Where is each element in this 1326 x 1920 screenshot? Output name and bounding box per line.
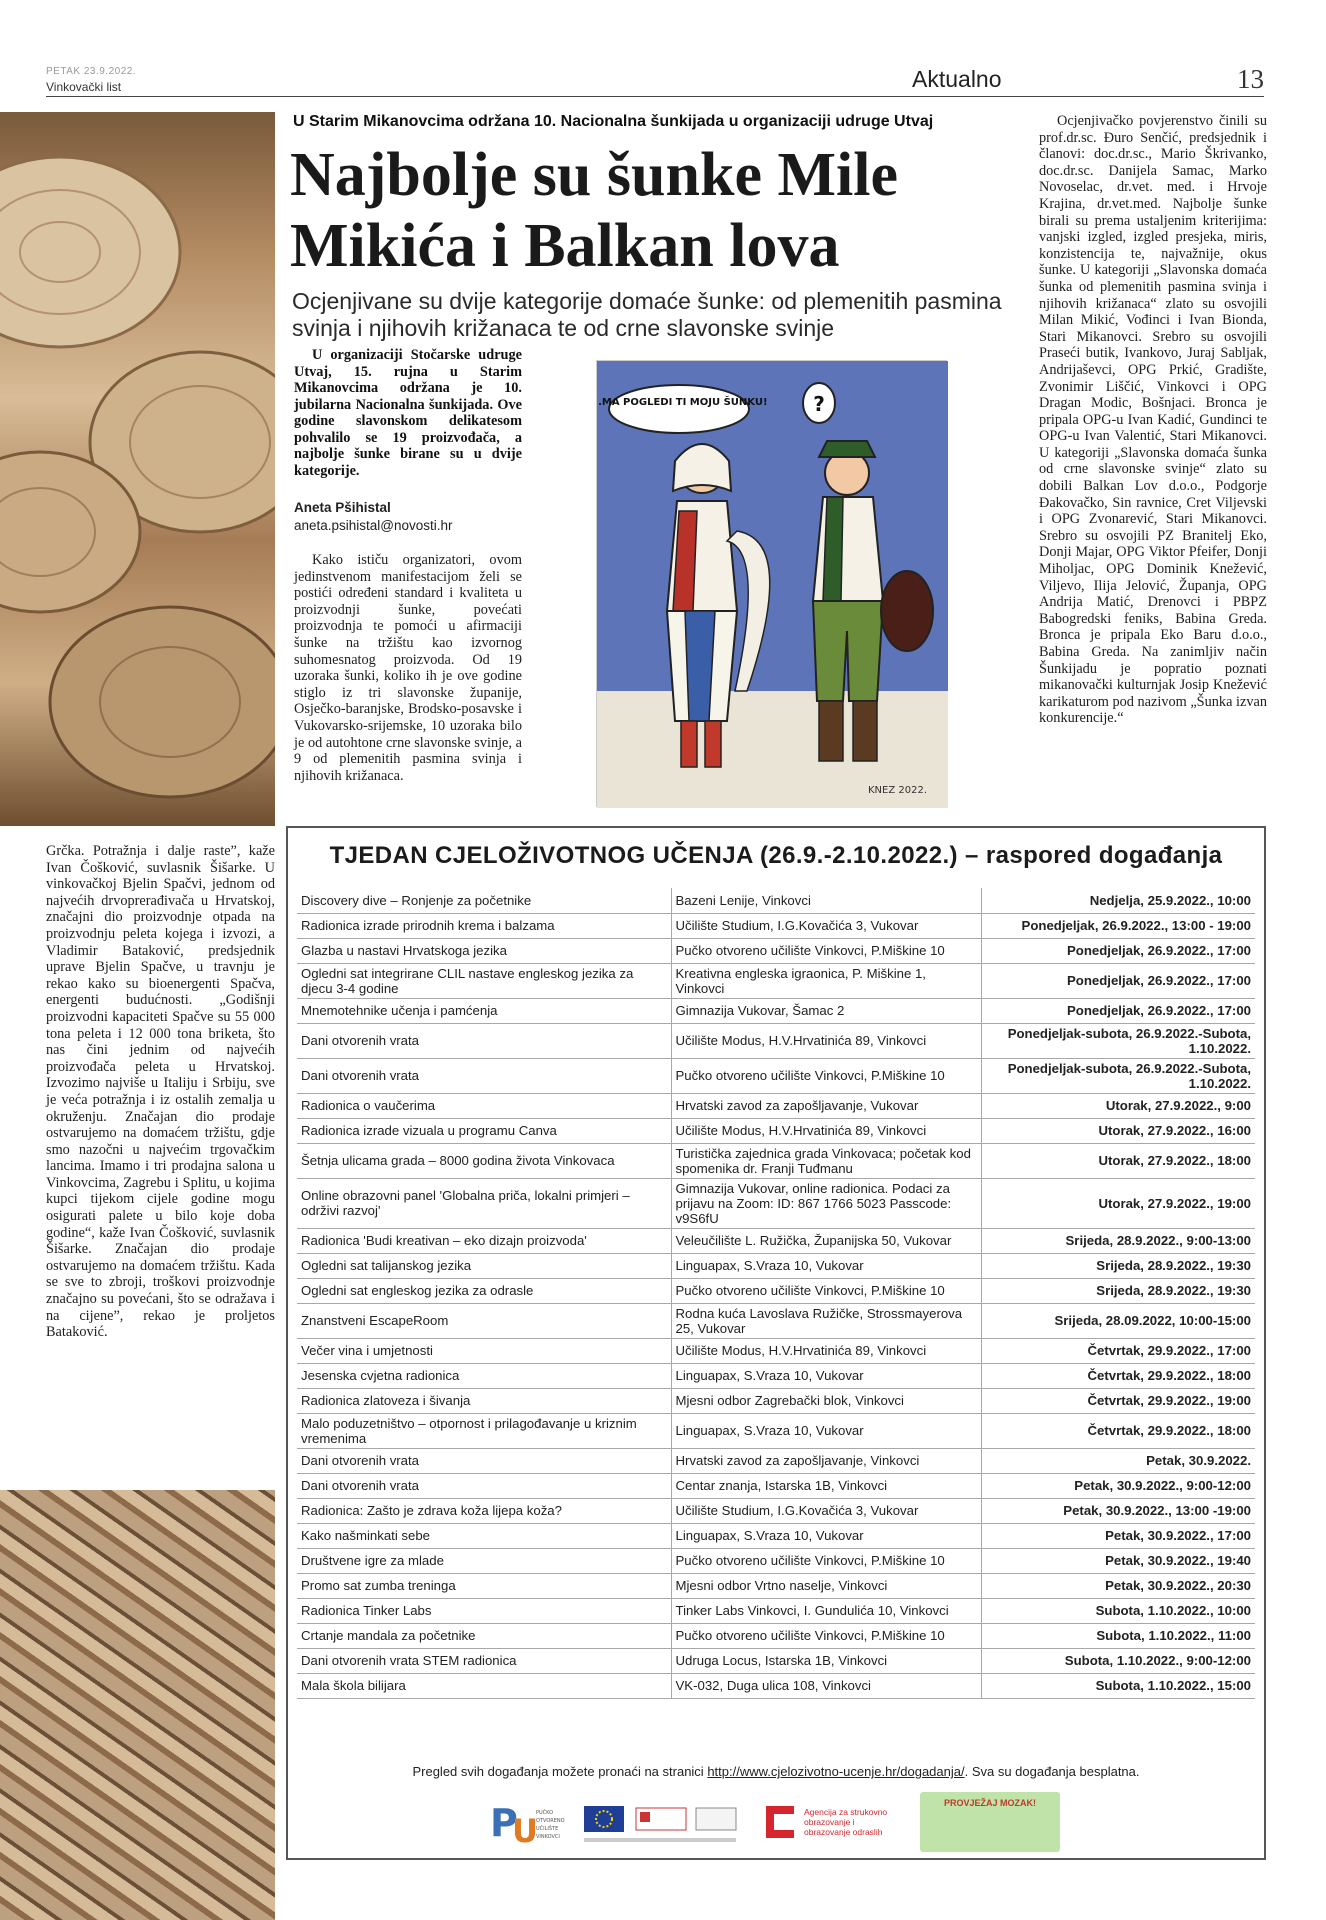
author-email[interactable]: aneta.psihistal@novosti.hr [294,518,453,533]
schedule-row [297,1598,1255,1623]
event-location: Centar znanja, Istarska 1B, Vinkovci [671,1473,981,1498]
schedule-row [297,1413,1255,1448]
event-location: Pučko otvoreno učilište Vinkovci, P.Miškine 10 [671,938,981,963]
event-name: Društvene igre za mlade [297,1548,671,1573]
event-location: Učilište Modus, H.V.Hrvatinića 89, Vinkovci [671,1338,981,1363]
schedule-row [297,888,1255,913]
event-name: Dani otvorenih vrata [297,1473,671,1498]
agency-logo [764,1792,904,1852]
event-name: Radionica 'Budi kreativan – eko dizajn proizvoda' [297,1228,671,1253]
event-name: Ogledni sat engleskog jezika za odrasle [297,1278,671,1303]
schedule-row [297,1253,1255,1278]
event-location: Gimnazija Vukovar, online radionica. Podaci za prijavu na Zoom: ID: 867 1766 5023 Passcode: v9S6fU [671,1178,981,1228]
schedule-row [297,1058,1255,1093]
event-name: Radionica izrade prirodnih krema i balzama [297,913,671,938]
event-location: Pučko otvoreno učilište Vinkovci, P.Miškine 10 [671,1278,981,1303]
schedule-row [297,1473,1255,1498]
ham-cartoon [596,360,947,807]
footer-tail: . Sva su događanja besplatna. [964,1764,1140,1779]
event-name: Znanstveni EscapeRoom [297,1303,671,1338]
event-location: Linguapax, S.Vraza 10, Vukovar [671,1523,981,1548]
event-time: Subota, 1.10.2022., 9:00-12:00 [981,1648,1255,1673]
event-time: Utorak, 27.9.2022., 18:00 [981,1143,1255,1178]
event-name: Radionica izrade vizuala u programu Canva [297,1118,671,1143]
event-time: Srijeda, 28.9.2022., 9:00-13:00 [981,1228,1255,1253]
article-body-column-1: Kako ističu organizatori, ovom jedinstvenom manifestacijom želi se postići određeni standard i kvaliteta u proizvodnji šunke, povećati proizvodnja te pomoći u afirmaciji šunke na tržištu kao izvornog suhomesnatog proizvoda. Od 19 uzoraka šunki, koliko ih je ove godine stiglo iz tri slavonske županije, Osječko-baranjske, Brodsko-posavske i Vukovarsko-srijemske, 10 uzoraka bilo je od autohtone crne slavonske svinje, a 9 od plemenitih pasmina svinja i njihovih križanaca. [294,552,522,784]
schedule-row [297,1118,1255,1143]
article-body-column-2: Ocjenjivačko povjerenstvo činili su prof.dr.sc. Đuro Senčić, predsjednik i članovi: doc.dr.sc., Mario Škrivanko, doc.dr.sc. Danijela Samac, Marko Novoselac, dr.vet. med. i Hrvoje Krajina, dr.vet.med. Najbolje šunke birali su prema ustaljenim kriterijima: vanjski izgled, izgled presjeka, miris, konzistencija te, najvažnije, okus šunke. U kategoriji „Slavonska domaća šunka od plemenitih pasmina svinja i njihovih križanaca“ zlato su osvojili Milan Mikić, Vođinci i Ivan Bionda, Stari Mikanovci. Srebro su osvojili Praseći butik, Ivankovo, Juraj Sabljak, Andrijaševci, OPG Prkić, Gradište, Zvonimir Liščić, Vinkovci i OPG Dragan Modic, Bošnjaci. Bronca je pripala OPG-u Ivan Kadić, Gundinci te OPG-u Ivan Valentić, Stari Mikanovci. U kategoriji „Slavonska domaća šunka od crne slavonske svinje“ zlato su dobili Balkan Lov d.o.o., Podgorje Đakovačko, Sin ravnice, Cret Viljevski i OPG Zvonarević, Stari Mikanovci. Srebro su osvojili PZ Branitelj Eko, Donji Majar, OPG Viktor Pfeifer, Donji Miholjac, OPG Dominik Knežević, Viljevo, Ilija Jelović, Županja, OPG Andrija Matić, Drenovci i PBPZ Babogredski feniks, Babina Greda. Bronca je pripala Eko Baru d.o.o., Babina Greda. Na zanimljiv način Šunkijadu je popratio poznati mikanovački kulturnjak Josip Knežević karikaturom pod nazivom „Šunka izvan konkurencije.“ [1039,113,1267,727]
event-time: Subota, 1.10.2022., 15:00 [981,1673,1255,1698]
schedule-title-separator: – [965,842,979,869]
schedule-title-main: TJEDAN CJELOŽIVOTNOG UČENJA [329,842,753,869]
event-time: Petak, 30.9.2022., 13:00 -19:00 [981,1498,1255,1523]
event-time: Ponedjeljak-subota, 26.9.2022.-Subota, 1.10.2022. [981,1058,1255,1093]
event-location: Pučko otvoreno učilište Vinkovci, P.Miškine 10 [671,1548,981,1573]
wood-pellets-photo [0,1490,275,1920]
issue-date: PETAK 23.9.2022. [46,66,137,77]
schedule-row [297,1363,1255,1388]
event-time: Četvrtak, 29.9.2022., 19:00 [981,1388,1255,1413]
event-time: Srijeda, 28.09.2022, 10:00-15:00 [981,1303,1255,1338]
event-name: Promo sat zumba treninga [297,1573,671,1598]
event-location: Turistička zajednica grada Vinkovaca; početak kod spomenika dr. Franji Tuđmanu [671,1143,981,1178]
sponsor-logos [488,1792,1088,1854]
event-name: Dani otvorenih vrata [297,1023,671,1058]
event-name: Dani otvorenih vrata [297,1058,671,1093]
event-time: Srijeda, 28.9.2022., 19:30 [981,1278,1255,1303]
event-name: Dani otvorenih vrata STEM radionica [297,1648,671,1673]
event-name: Radionica Tinker Labs [297,1598,671,1623]
article-headline: Najbolje su šunke Mile Mikića i Balkan lova [290,141,898,280]
event-name: Jesenska cvjetna radionica [297,1363,671,1388]
svg-text:P: P [490,1801,518,1845]
schedule-row [297,1523,1255,1548]
event-location: Hrvatski zavod za zapošljavanje, Vinkovci [671,1448,981,1473]
event-location: Učilište Modus, H.V.Hrvatinića 89, Vinkovci [671,1118,981,1143]
event-location: Učilište Studium, I.G.Kovačića 3, Vukovar [671,913,981,938]
article-kicker: U Starim Mikanovcima održana 10. Nacionalna šunkijada u organizaciji udruge Utvaj [293,113,934,130]
event-time: Petak, 30.9.2022., 20:30 [981,1573,1255,1598]
schedule-row [297,1093,1255,1118]
event-location: Linguapax, S.Vraza 10, Vukovar [671,1253,981,1278]
speech-text: ...MA POGLEDI TI MOJU ŠUNKU! [597,397,768,408]
event-name: Ogledni sat talijanskog jezika [297,1253,671,1278]
svg-text:U: U [512,1812,538,1850]
schedule-row [297,1498,1255,1523]
event-location: Kreativna engleska igraonica, P. Miškine 1, Vinkovci [671,963,981,998]
event-location: VK-032, Duga ulica 108, Vinkovci [671,1673,981,1698]
brain-logo-text: PROVJEŽAJ MOZAK! [943,1798,1036,1808]
wood-logs-photo [0,112,275,826]
schedule-row [297,938,1255,963]
brain-logo [920,1792,1060,1852]
event-time: Ponedjeljak, 26.9.2022., 17:00 [981,998,1255,1023]
article-subhead: Ocjenjivane su dvije kategorije domaće šunke: od plemenitih pasmina svinja i njihovih križanaca te od crne slavonske svinje [292,288,1002,341]
event-location: Veleučilište L. Ružička, Županijska 50, Vukovar [671,1228,981,1253]
schedule-row [297,1143,1255,1178]
event-location: Hrvatski zavod za zapošljavanje, Vukovar [671,1093,981,1118]
schedule-title-tail: raspored događanja [985,842,1223,869]
event-name: Kako našminkati sebe [297,1523,671,1548]
event-time: Nedjelja, 25.9.2022., 10:00 [981,888,1255,913]
svg-text:PUČKO: PUČKO [536,1810,554,1816]
schedule-footer [288,1764,1264,1779]
cartoon-signature: KNEZ 2022. [867,785,927,796]
schedule-row [297,1388,1255,1413]
event-name: Malo poduzetništvo – otpornost i prilagođavanje u kriznim vremenima [297,1413,671,1448]
event-time: Četvrtak, 29.9.2022., 18:00 [981,1413,1255,1448]
event-time: Ponedjeljak, 26.9.2022., 17:00 [981,963,1255,998]
event-time: Utorak, 27.9.2022., 9:00 [981,1093,1255,1118]
event-name: Večer vina i umjetnosti [297,1338,671,1363]
schedule-row [297,1303,1255,1338]
page-number: 13 [1237,64,1264,94]
event-time: Utorak, 27.9.2022., 16:00 [981,1118,1255,1143]
event-name: Crtanje mandala za početnike [297,1623,671,1648]
event-location: Udruga Locus, Istarska 1B, Vinkovci [671,1648,981,1673]
schedule-title [288,842,1264,870]
schedule-row [297,1448,1255,1473]
schedule-row [297,1023,1255,1058]
event-name: Ogledni sat integrirane CLIL nastave engleskog jezika za djecu 3-4 godine [297,963,671,998]
event-time: Ponedjeljak-subota, 26.9.2022.-Subota, 1.10.2022. [981,1023,1255,1058]
schedule-row [297,1178,1255,1228]
header-rule [46,96,1264,97]
eu-funding-logos [584,1792,744,1852]
schedule-row [297,913,1255,938]
section-title: Aktualno [912,66,1002,92]
pou-logo [488,1792,568,1852]
event-time: Subota, 1.10.2022., 10:00 [981,1598,1255,1623]
schedule-row [297,963,1255,998]
pellet-story-column: Grčka. Potražnja i dalje raste”, kaže Ivan Čošković, suvlasnik Šišarke. U vinkovačkoj Bjelin Spačvi, jednom od najvećih drvoprerađivača u Hrvatskoj, značajni dio proizvodnje otpada na proizvodnju peleta kojega i izvozi, a Vladimir Bataković, predsjednik uprave Bjelin Spačve, u travnju je rekao kako su bioenergenti Spačva, energenti budućnosti. „Godišnji proizvodni kapaciteti Spačve su 55 000 tona peleta i 12 000 tona briketa, što nas čini jednim od najvećih proizvođača peleta u Hrvatskoj. Izvozimo najviše u Italiju i Srbiju, sve je veća potražnja i iz ostalih zemalja u okruženju. Značajan dio prodaje ostvarujemo na domaćem tržištu, gdje smo nazočni u najvećim trgovačkim lancima. Imamo i tri prodajna salona u Vinkovcima, Zagrebu i Splitu, u kojima kupci tijekom cijele godine mogu osigurati palete u bilo koje doba godine“, kaže Ivan Čošković, suvlasnik Šišarke. Značajan dio prodaje ostvarujemo na domaćem tržištu. Kada se sve to zbroji, troškovi proizvodnje značajno su povećani, što se odražava i na cijene”, rekao je proljetos Bataković. [46,843,275,1341]
event-location: Mjesni odbor Zagrebački blok, Vinkovci [671,1388,981,1413]
schedule-row [297,1548,1255,1573]
event-time: Ponedjeljak, 26.9.2022., 13:00 - 19:00 [981,913,1255,938]
event-location: Linguapax, S.Vraza 10, Vukovar [671,1363,981,1388]
event-name: Radionica o vaučerima [297,1093,671,1118]
agency-name: Agencija za strukovno obrazovanje i obrazovanje odraslih [804,1807,888,1837]
event-location: Pučko otvoreno učilište Vinkovci, P.Miškine 10 [671,1058,981,1093]
event-location: Rodna kuća Lavoslava Ružičke, Strossmayerova 25, Vukovar [671,1303,981,1338]
agency-mark-icon [764,1802,798,1842]
event-time: Utorak, 27.9.2022., 19:00 [981,1178,1255,1228]
event-time: Petak, 30.9.2022., 19:40 [981,1548,1255,1573]
schedule-row [297,1338,1255,1363]
speech-bubble [609,385,749,433]
svg-text:VINKOVCI: VINKOVCI [536,1834,560,1840]
svg-text:UČILIŠTE: UČILIŠTE [536,1826,559,1832]
schedule-row [297,1278,1255,1303]
publication-name: Vinkovački list [46,80,122,94]
event-location: Gimnazija Vukovar, Šamac 2 [671,998,981,1023]
event-location: Tinker Labs Vinkovci, I. Gundulića 10, Vinkovci [671,1598,981,1623]
event-location: Pučko otvoreno učilište Vinkovci, P.Miškine 10 [671,1623,981,1648]
lifelong-learning-schedule [286,826,1266,1860]
event-time: Petak, 30.9.2022., 9:00-12:00 [981,1473,1255,1498]
schedule-table [297,888,1255,1699]
footer-text: Pregled svih događanja možete pronaći na stranici [412,1764,704,1779]
event-time: Ponedjeljak, 26.9.2022., 17:00 [981,938,1255,963]
event-time: Petak, 30.9.2022. [981,1448,1255,1473]
events-link[interactable]: http://www.cjelozivotno-ucenje.hr/dogadanja/ [707,1764,965,1779]
ham-in-net [881,571,933,651]
event-location: Učilište Modus, H.V.Hrvatinića 89, Vinkovci [671,1023,981,1058]
schedule-row [297,1623,1255,1648]
event-location: Mjesni odbor Vrtno naselje, Vinkovci [671,1573,981,1598]
event-name: Radionica: Zašto je zdrava koža lijepa koža? [297,1498,671,1523]
event-time: Četvrtak, 29.9.2022., 18:00 [981,1363,1255,1388]
event-name: Discovery dive – Ronjenje za početnike [297,888,671,913]
event-name: Glazba u nastavi Hrvatskoga jezika [297,938,671,963]
schedule-title-dates: (26.9.-2.10.2022.) [759,842,958,869]
schedule-row [297,1573,1255,1598]
schedule-row [297,998,1255,1023]
event-time: Četvrtak, 29.9.2022., 17:00 [981,1338,1255,1363]
event-name: Dani otvorenih vrata [297,1448,671,1473]
article-author: Aneta Pšihistal [294,500,391,515]
schedule-row [297,1228,1255,1253]
event-name: Mnemotehnike učenja i pamćenja [297,998,671,1023]
event-time: Subota, 1.10.2022., 11:00 [981,1623,1255,1648]
event-name: Online obrazovni panel 'Globalna priča, lokalni primjeri – održivi razvoj' [297,1178,671,1228]
wood-logs-illustration [0,112,275,826]
schedule-row [297,1673,1255,1698]
event-name: Šetnja ulicama grada – 8000 godina života Vinkovaca [297,1143,671,1178]
event-location: Linguapax, S.Vraza 10, Vukovar [671,1413,981,1448]
question-mark: ? [813,392,825,416]
svg-text:OTVORENO: OTVORENO [536,1818,565,1824]
event-time: Srijeda, 28.9.2022., 19:30 [981,1253,1255,1278]
event-time: Petak, 30.9.2022., 17:00 [981,1523,1255,1548]
event-name: Mala škola bilijara [297,1673,671,1698]
schedule-row [297,1648,1255,1673]
article-lead: U organizaciji Stočarske udruge Utvaj, 15. rujna u Starim Mikanovcima održana je 10. jubilarna Nacionalna šunkijada. Ove godine slavonskom delikatesom pohvalilo se 19 proizvođača, a najbolje šunke birane su u dvije kategorije. [294,347,522,479]
event-location: Bazeni Lenije, Vinkovci [671,888,981,913]
event-name: Radionica zlatoveza i šivanja [297,1388,671,1413]
event-location: Učilište Studium, I.G.Kovačića 3, Vukovar [671,1498,981,1523]
